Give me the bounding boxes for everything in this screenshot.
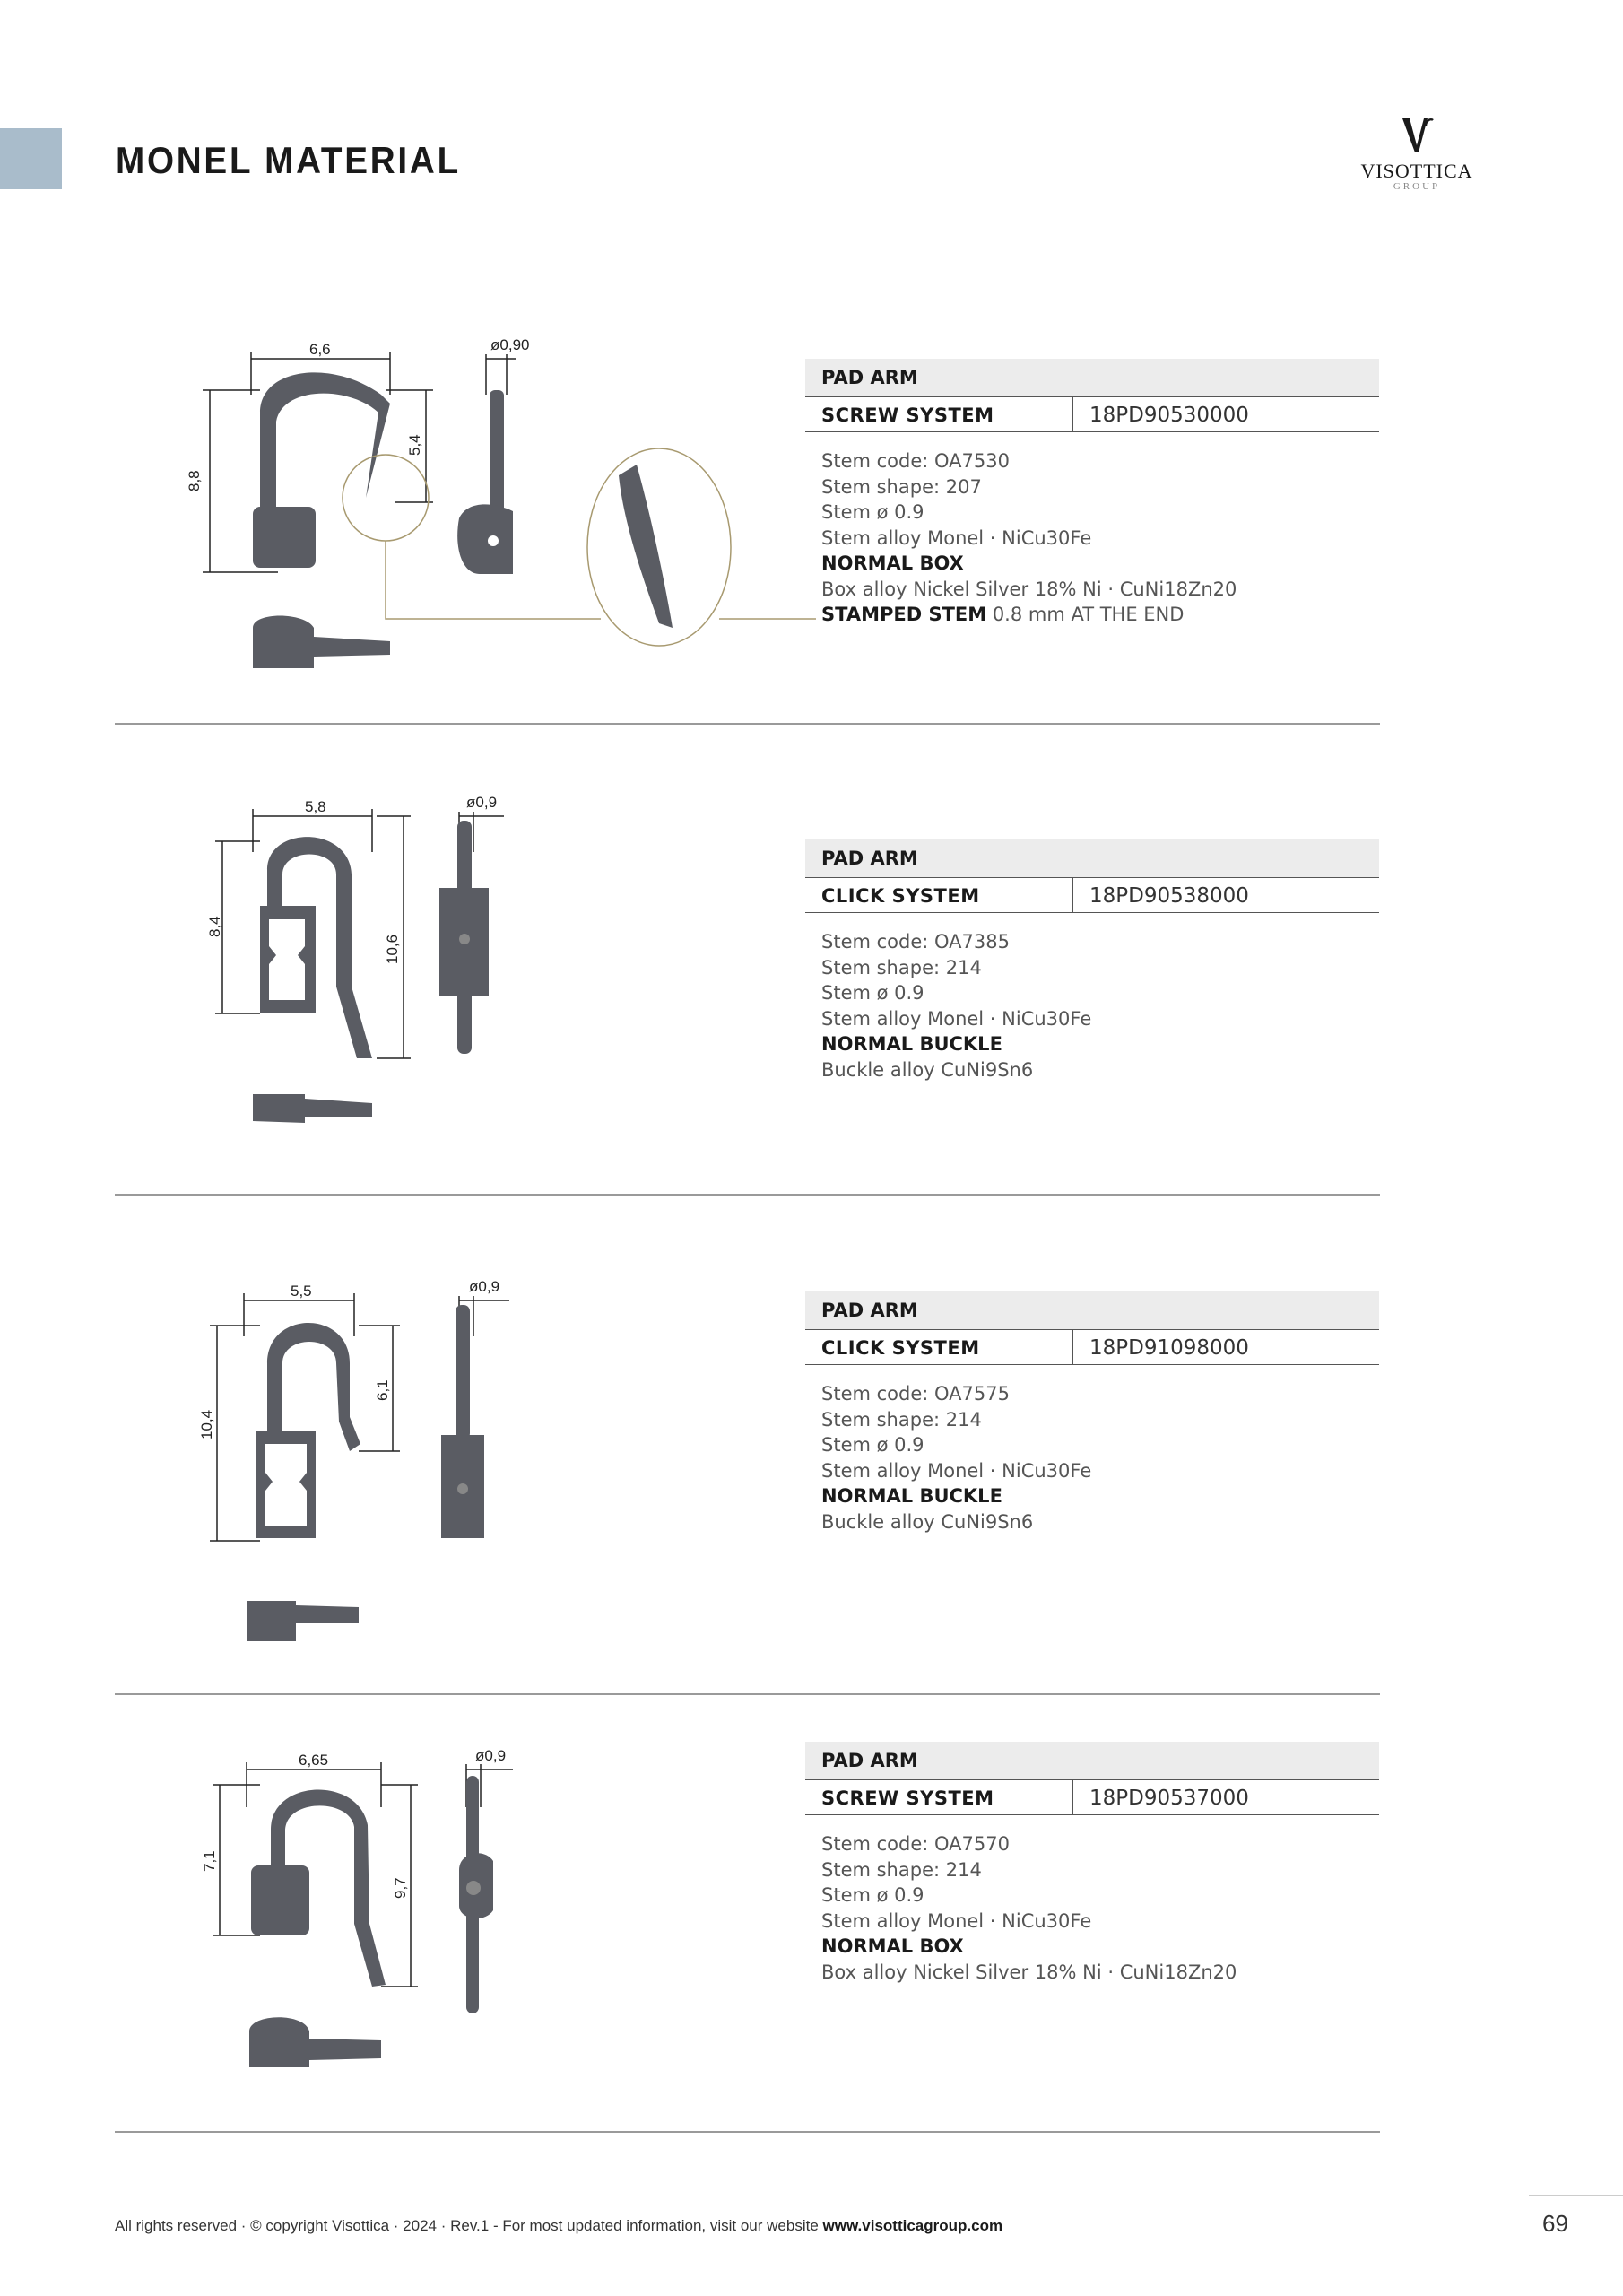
pad-arm-front-view	[253, 372, 390, 568]
width-dimension: 5,8	[305, 798, 326, 815]
spec-line	[821, 1831, 1379, 1857]
spec-product-code: 18PD90530000	[1089, 404, 1249, 427]
spec-details	[805, 1381, 1379, 1535]
width-dimension: 5,5	[291, 1283, 312, 1300]
spec-line	[821, 577, 1379, 603]
spec-line-bold: STAMPED STEM	[821, 604, 987, 625]
spec-line-text: Box alloy Nickel Silver 18% Ni · CuNi18Zn20	[821, 578, 1237, 600]
spec-line	[821, 1057, 1379, 1083]
spec-line-text: Stem alloy Monel · NiCu30Fe	[821, 1007, 1092, 1030]
width-dimension: 6,6	[309, 341, 331, 358]
spec-line	[821, 500, 1379, 526]
diameter-dimension: ø0,9	[466, 794, 498, 811]
height-dimension: 8,8	[186, 470, 203, 491]
page-number-rule	[1529, 2195, 1623, 2196]
height-dimension: 10,4	[198, 1409, 215, 1439]
section-divider	[115, 723, 1380, 725]
pad-arm-top-view	[249, 2017, 381, 2067]
spec-line-text: Stem alloy Monel · NiCu30Fe	[821, 1459, 1092, 1482]
spec-line-text: Stem ø 0.9	[821, 1884, 924, 1906]
visottica-logo	[1358, 115, 1475, 204]
spec-line-text: Stem alloy Monel · NiCu30Fe	[821, 526, 1092, 549]
stem-dimension: 6,1	[374, 1379, 391, 1401]
spec-line	[821, 955, 1379, 981]
website-link[interactable]: www.visotticagroup.com	[822, 2217, 1003, 2234]
spec-line-text: Stem ø 0.9	[821, 1434, 924, 1456]
spec-system-row	[805, 397, 1379, 432]
spec-line	[821, 526, 1379, 552]
spec-line-text: Stem code: OA7570	[821, 1833, 1010, 1855]
pad-arm-side-view	[457, 390, 513, 574]
spec-line-bold: NORMAL BOX	[821, 1935, 964, 1957]
spec-details	[805, 1831, 1379, 1985]
pad-arm-front-view	[251, 1789, 386, 1987]
spec-line-text: Stem code: OA7385	[821, 931, 1010, 952]
stem-dimension: 9,7	[392, 1877, 409, 1899]
spec-system-row	[805, 878, 1379, 913]
spec-line-text: Stem code: OA7575	[821, 1383, 1010, 1405]
page-number: 69	[1542, 2210, 1568, 2237]
spec-line-text: Stem ø 0.9	[821, 982, 924, 1004]
pad-arm-side-view	[439, 821, 489, 1054]
spec-line	[821, 474, 1379, 500]
stem-dimension: 5,4	[406, 434, 423, 456]
spec-line-bold: NORMAL BUCKLE	[821, 1033, 1002, 1055]
product-1-spec	[805, 359, 1379, 628]
spec-line	[821, 1934, 1379, 1960]
spec-line-text: Stem shape: 214	[821, 956, 982, 978]
spec-line	[821, 1857, 1379, 1883]
spec-system: CLICK SYSTEM	[805, 878, 1073, 912]
spec-line-text: Stem ø 0.9	[821, 501, 924, 523]
spec-product-code: 18PD90537000	[1089, 1787, 1249, 1810]
spec-category: PAD ARM	[805, 839, 1379, 878]
spec-line-bold: NORMAL BUCKLE	[821, 1485, 1002, 1507]
spec-line-text: Buckle alloy CuNi9Sn6	[821, 1058, 1034, 1081]
stem-dimension: 10,6	[384, 934, 401, 964]
diameter-dimension: ø0,9	[475, 1747, 507, 1764]
spec-system: CLICK SYSTEM	[805, 1330, 1073, 1364]
section-tab-marker	[0, 128, 62, 189]
diameter-dimension: ø0,90	[490, 336, 530, 353]
spec-category: PAD ARM	[805, 1742, 1379, 1780]
height-dimension: 7,1	[201, 1850, 218, 1872]
spec-line	[821, 1909, 1379, 1935]
spec-line-text: Stem shape: 214	[821, 1858, 982, 1881]
spec-line-text: Box alloy Nickel Silver 18% Ni · CuNi18Zn20	[821, 1961, 1237, 1983]
spec-line	[821, 1407, 1379, 1433]
product-3-drawing	[170, 1274, 906, 1650]
spec-line-text: Stem code: OA7530	[821, 450, 1010, 472]
logo-group: GROUP	[1393, 181, 1441, 192]
spec-line	[821, 1883, 1379, 1909]
spec-product-code: 18PD91098000	[1089, 1336, 1249, 1360]
spec-line	[821, 1006, 1379, 1032]
spec-line-text: Stem shape: 207	[821, 475, 982, 498]
section-divider	[115, 1194, 1380, 1196]
page-title: MONEL MATERIAL	[116, 139, 461, 181]
footer-notice	[115, 2217, 1002, 2235]
spec-line	[821, 1509, 1379, 1535]
spec-line	[821, 448, 1379, 474]
spec-details	[805, 448, 1379, 628]
spec-system: SCREW SYSTEM	[805, 1780, 1073, 1814]
product-1-drawing	[170, 332, 906, 682]
spec-line	[821, 929, 1379, 955]
spec-line	[821, 1458, 1379, 1484]
spec-line	[821, 1031, 1379, 1057]
footer-text: All rights reserved · © copyright Visottica · 2024 · Rev.1 - For most updated information, visit our website	[115, 2217, 823, 2234]
spec-line	[821, 1960, 1379, 1986]
pad-arm-front-view	[256, 1323, 360, 1538]
pad-arm-side-view	[441, 1305, 484, 1538]
spec-category: PAD ARM	[805, 1292, 1379, 1330]
spec-system: SCREW SYSTEM	[805, 397, 1073, 431]
spec-details	[805, 929, 1379, 1083]
spec-line-bold: NORMAL BOX	[821, 552, 964, 574]
spec-category: PAD ARM	[805, 359, 1379, 397]
spec-system-row	[805, 1780, 1379, 1815]
section-divider	[115, 1693, 1380, 1695]
spec-line-text: Buckle alloy CuNi9Sn6	[821, 1510, 1034, 1533]
logo-mark-icon	[1399, 115, 1435, 154]
pad-arm-side-view	[459, 1776, 493, 2013]
spec-line	[821, 602, 1379, 628]
spec-line	[821, 1432, 1379, 1458]
spec-line	[821, 551, 1379, 577]
pad-arm-front-view	[260, 837, 372, 1058]
product-4-spec	[805, 1742, 1379, 1985]
zoom-circle-small	[343, 455, 429, 541]
diameter-dimension: ø0,9	[469, 1278, 500, 1295]
spec-line	[821, 980, 1379, 1006]
product-4-drawing	[170, 1744, 906, 2076]
spec-line-text: Stem alloy Monel · NiCu30Fe	[821, 1909, 1092, 1932]
width-dimension: 6,65	[299, 1752, 329, 1769]
spec-line-text: 0.8 mm AT THE END	[986, 604, 1185, 625]
height-dimension: 8,4	[206, 916, 223, 937]
spec-line	[821, 1483, 1379, 1509]
spec-line	[821, 1381, 1379, 1407]
pad-arm-top-view	[253, 616, 390, 669]
product-3-spec	[805, 1292, 1379, 1535]
stamped-stem-detail	[619, 465, 673, 628]
product-2-drawing	[170, 789, 906, 1139]
pad-arm-top-view	[253, 1094, 372, 1123]
product-2-spec	[805, 839, 1379, 1083]
section-divider	[115, 2131, 1380, 2133]
spec-product-code: 18PD90538000	[1089, 884, 1249, 908]
pad-arm-top-view	[247, 1601, 359, 1641]
spec-system-row	[805, 1330, 1379, 1365]
logo-name: VISOTTICA	[1360, 160, 1473, 182]
spec-line-text: Stem shape: 214	[821, 1408, 982, 1431]
